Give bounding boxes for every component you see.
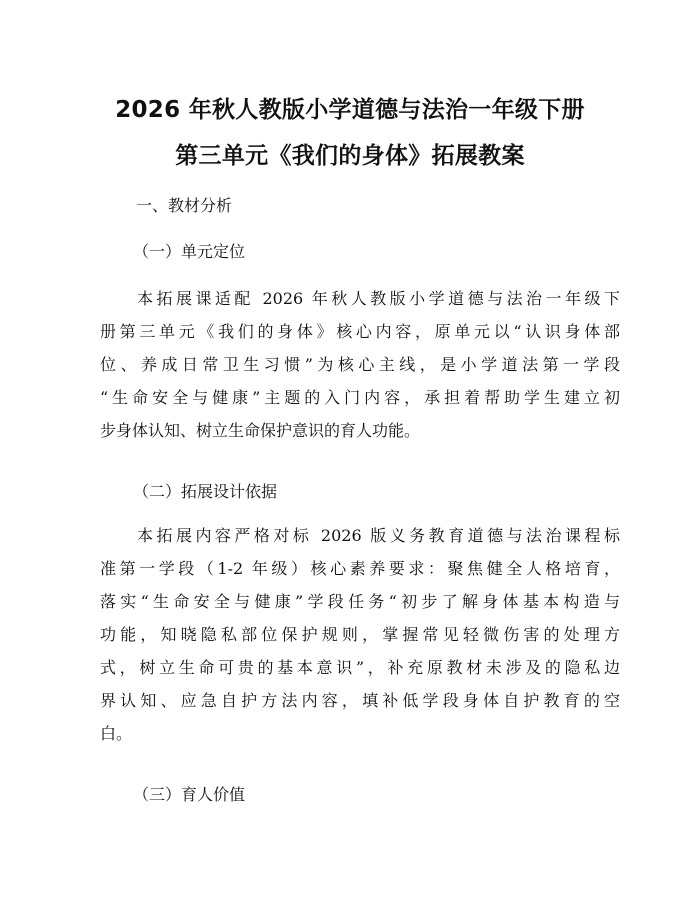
paragraph-line: 本拓展课适配 2026 年秋人教版小学道德与法治一年级下: [137, 289, 620, 308]
paragraph-line: 步身体认知、树立生命保护意识的育人功能。: [100, 421, 421, 440]
paragraph-line: 位、养成日常卫生习惯”为核心主线，是小学道法第一学段: [100, 355, 620, 374]
paragraph-line: 本拓展内容严格对标 2026 版义务教育道德与法治课程标: [137, 526, 620, 545]
paragraph-unit-positioning: [100, 282, 620, 447]
document-title-line-1: 2026 年秋人教版小学道德与法治一年级下册: [115, 97, 585, 123]
paragraph-line: 册第三单元《我们的身体》核心内容，原单元以“认识身体部: [100, 322, 620, 341]
paragraph-line: 准第一学段（1-2 年级）核心素养要求：聚焦健全人格培育，: [100, 559, 620, 578]
paragraph-line: 白。: [100, 724, 133, 743]
paragraph-line: “生命安全与健康”主题的入门内容，承担着帮助学生建立初: [100, 388, 620, 407]
subsection-heading-educational-value: （三）育人价值: [133, 785, 246, 804]
paragraph-line: 式，树立生命可贵的基本意识”，补充原教材未涉及的隐私边: [100, 658, 620, 677]
paragraph-line: 功能，知晓隐私部位保护规则，掌握常见轻微伤害的处理方: [100, 625, 620, 644]
section-heading-materials-analysis: 一、教材分析: [136, 196, 233, 215]
subsection-heading-design-basis: （二）拓展设计依据: [133, 482, 278, 501]
paragraph-line: 落实“生命安全与健康”学段任务“初步了解身体基本构造与: [100, 592, 620, 611]
paragraph-line: 界认知、应急自护方法内容，填补低学段身体自护教育的空: [100, 691, 620, 710]
paragraph-design-basis: [100, 519, 620, 750]
subsection-heading-unit-positioning: （一）单元定位: [133, 242, 246, 261]
document-title-line-2: 第三单元《我们的身体》拓展教案: [175, 143, 525, 169]
